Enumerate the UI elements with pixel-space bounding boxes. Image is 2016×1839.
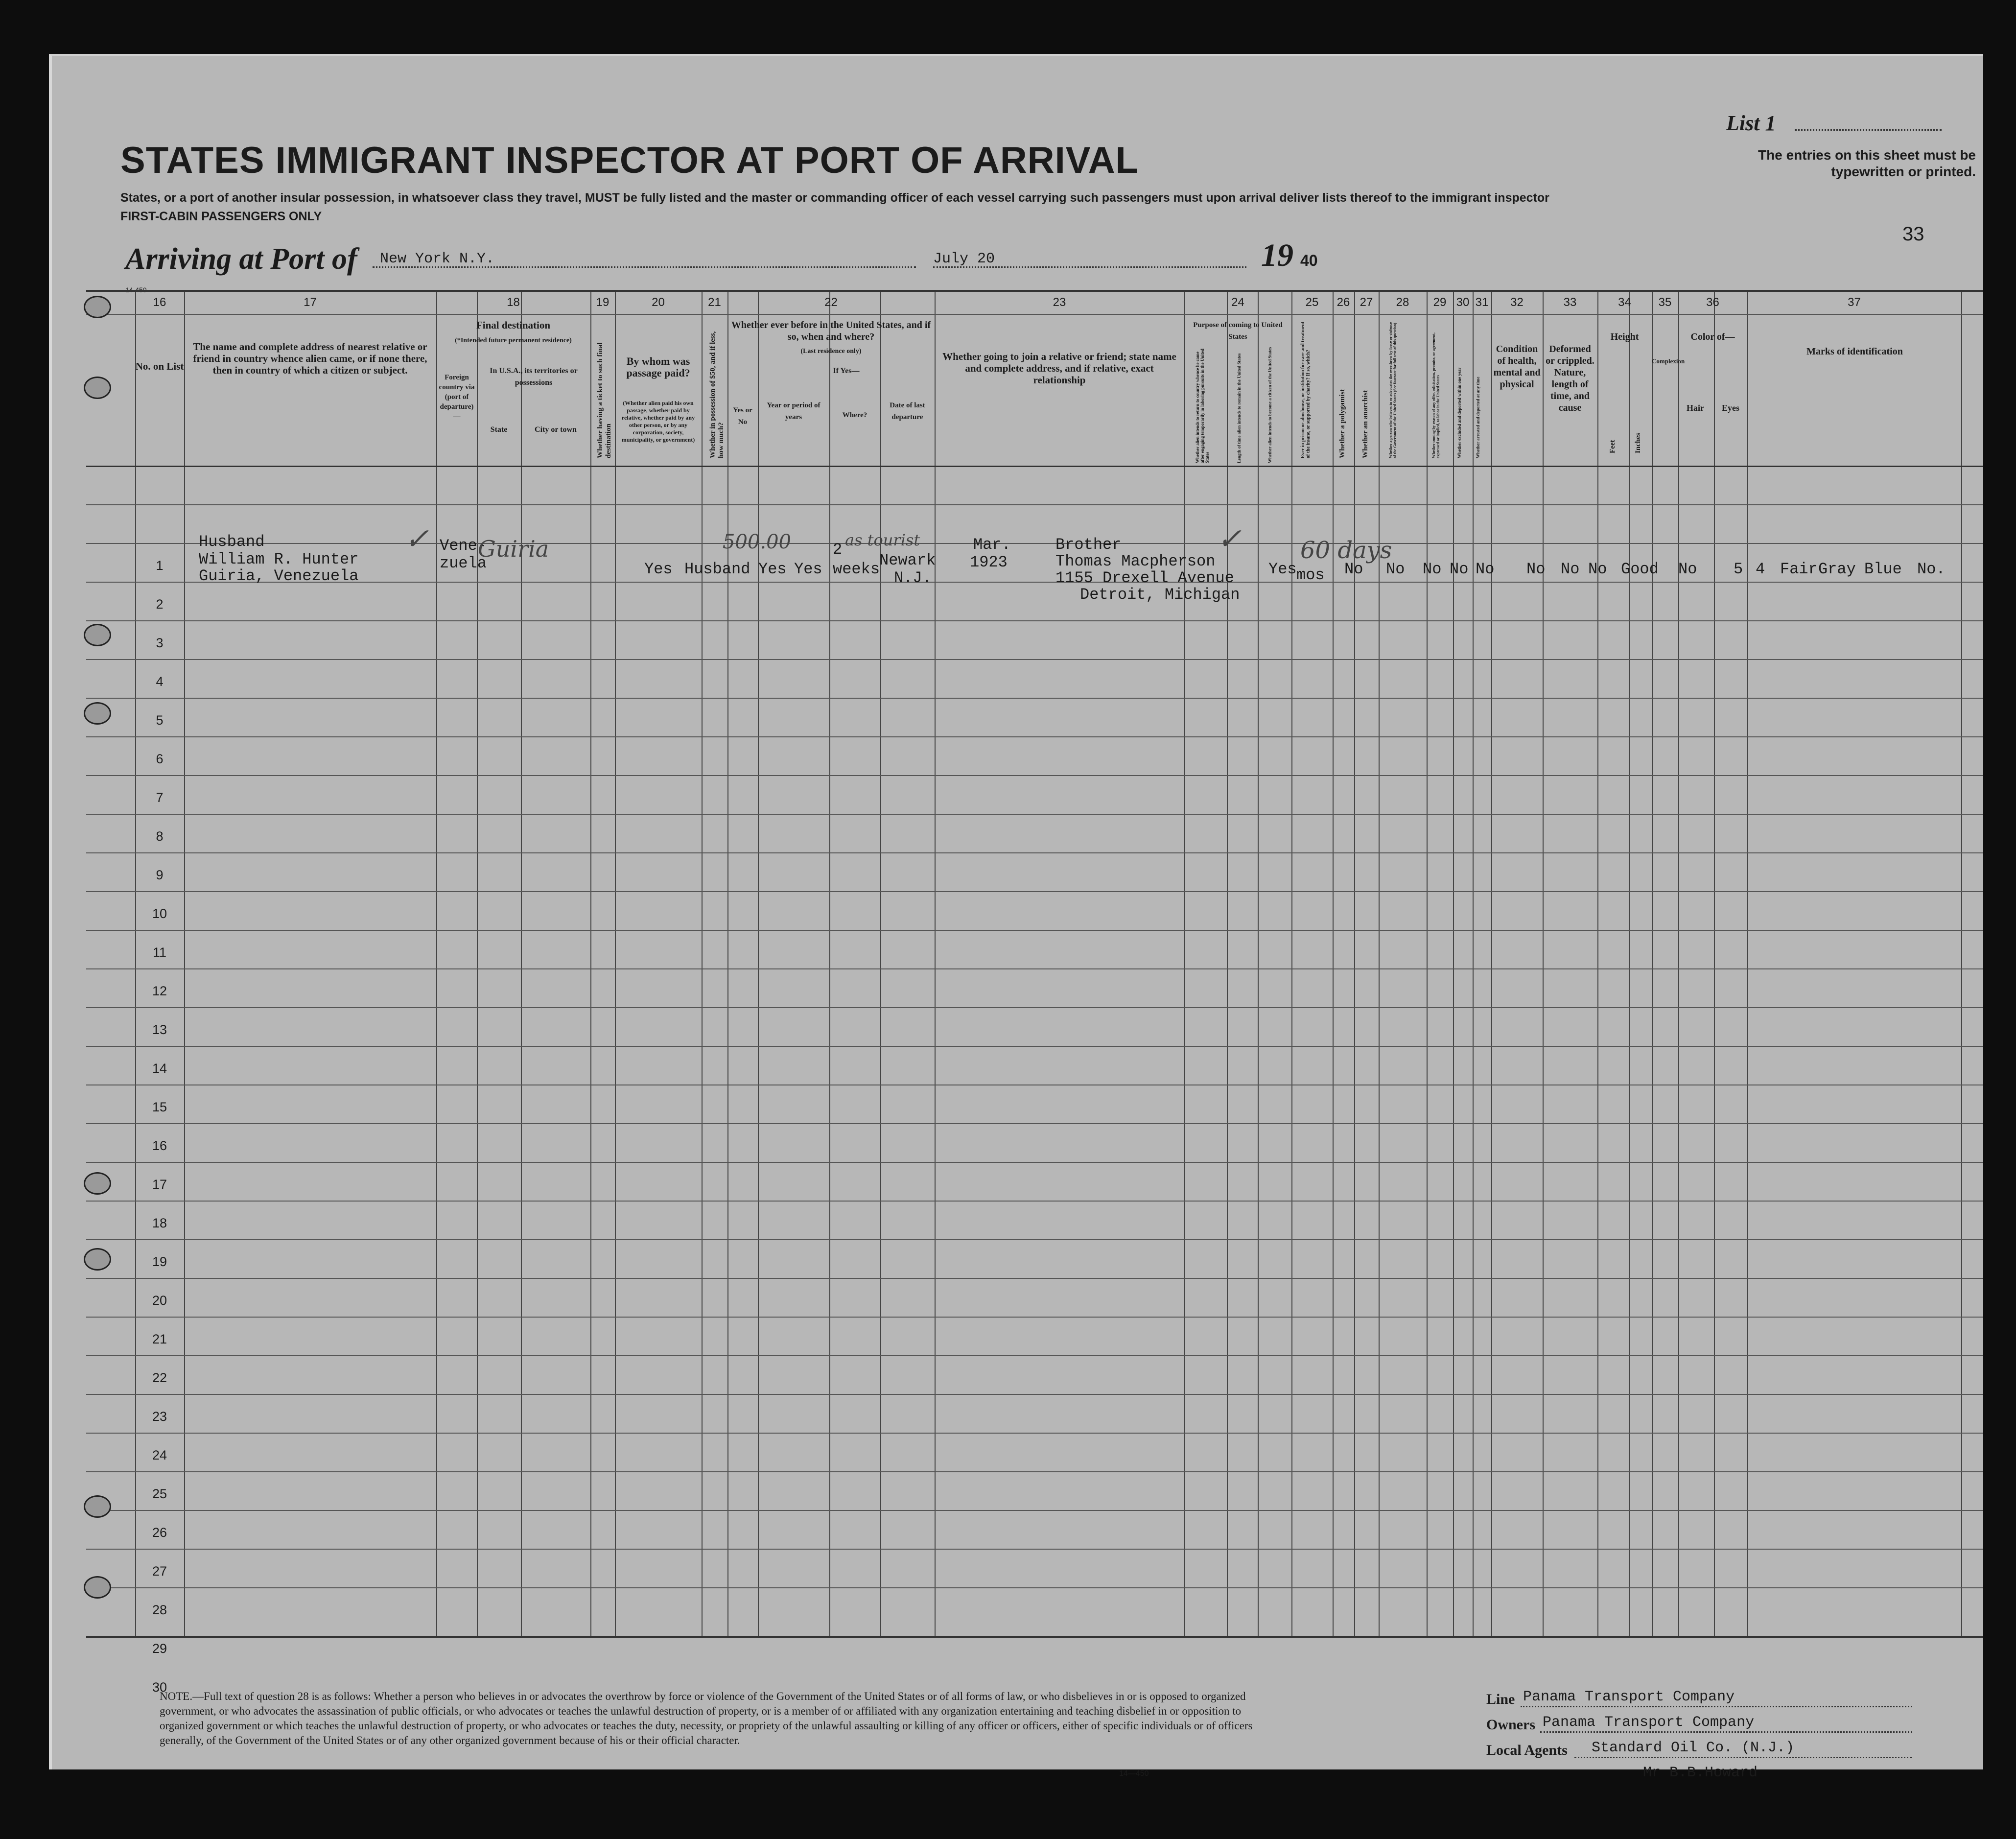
- col-number: 31: [1475, 296, 1489, 309]
- row-number: 2: [156, 597, 164, 612]
- col-number: 25: [1305, 296, 1319, 309]
- before-us-value: Yes: [794, 560, 822, 578]
- join-line-3: 1155 Drexell Avenue: [1055, 569, 1234, 587]
- line-underline: [1521, 1706, 1912, 1707]
- row-number: 5: [156, 713, 164, 728]
- binder-hole: [84, 377, 111, 399]
- header-excluded: Whether excluded and deported within one year: [1457, 367, 1462, 458]
- row-number: 7: [156, 790, 164, 805]
- header-length-stay: Length of time alien intends to remain in the United States: [1237, 353, 1242, 463]
- length-handwritten: 60 days: [1300, 537, 1392, 564]
- col-number: 34: [1618, 296, 1631, 309]
- agents-value: Standard Oil Co. (N.J.): [1592, 1740, 1795, 1756]
- arrested-value: No: [1588, 560, 1607, 578]
- row-number: 20: [152, 1293, 167, 1308]
- where-line-1: Newark: [879, 551, 936, 569]
- eyes-value: Blue: [1864, 560, 1902, 578]
- col-number: 29: [1433, 296, 1447, 309]
- binder-hole: [84, 296, 111, 318]
- complexion-value: Fair: [1780, 560, 1818, 578]
- col-number: 21: [708, 296, 721, 309]
- row-number: 1: [156, 558, 164, 573]
- col-number: 32: [1510, 296, 1524, 309]
- excluded-value: No: [1561, 560, 1580, 578]
- header-last-residence: (Last residence only): [800, 348, 862, 355]
- header-purpose: Purpose of coming to United States: [1193, 321, 1283, 341]
- offer-value: No: [1526, 560, 1546, 578]
- checkmark-icon: ✓: [404, 522, 429, 556]
- col-number: 16: [153, 296, 166, 309]
- header-passage-paid: By whom was passage paid?: [626, 355, 690, 379]
- marks-value: No.: [1917, 560, 1946, 578]
- manifest-sheet: [49, 54, 1983, 1781]
- owners-value: Panama Transport Company: [1543, 1714, 1755, 1731]
- relative-line-2: William R. Hunter: [199, 550, 359, 568]
- year-prefix: 19: [1261, 237, 1293, 273]
- header-in-usa: In U.S.A., its territories or possessions: [490, 367, 578, 387]
- col-number: 23: [1053, 296, 1066, 309]
- departure-line-1: Mar.: [973, 536, 1011, 554]
- agents-label: Local Agents: [1486, 1742, 1568, 1758]
- row-number: 17: [152, 1177, 167, 1192]
- header-feet: Feet: [1609, 440, 1617, 453]
- header-no-on-list: No. on List: [135, 360, 184, 372]
- year-suffix: 40: [1300, 252, 1318, 269]
- row-number: 11: [152, 945, 167, 960]
- join-line-4: Detroit, Michigan: [1080, 586, 1240, 604]
- departure-line-2: 1923: [970, 553, 1008, 571]
- prison-value: No: [1386, 560, 1405, 578]
- overthrow-value: No: [1476, 560, 1495, 578]
- col-number: 27: [1360, 296, 1373, 309]
- manifest-table: [86, 290, 1983, 1695]
- header-final-destination: Final destination: [476, 319, 551, 331]
- return-value: Yes: [1268, 560, 1297, 578]
- row-number: 9: [156, 868, 164, 882]
- health-value: Good: [1621, 560, 1659, 578]
- header-fifty-dollars: Whether in possession of $50, and if less, how much?: [709, 331, 725, 458]
- inches-value: 4: [1756, 560, 1765, 578]
- row-number: 21: [152, 1332, 167, 1346]
- hair-value: Gray: [1818, 560, 1856, 578]
- agent-person: Mr B.B.Howard: [1643, 1765, 1758, 1781]
- form-code-top: 14-450: [125, 286, 147, 294]
- agents-underline: [1574, 1757, 1912, 1758]
- row-number: 25: [152, 1486, 167, 1501]
- subtitle-text: States, or a port of another insular possession, in whatsoever class they travel, MUST be fully listed and the master or commanding officer of each vessel carrying such passengers must upon arrival deliver lists thereof to the immigrant inspector: [120, 191, 1549, 205]
- arrival-port: New York N.Y.: [380, 251, 495, 267]
- footnote-question-28: NOTE.—Full text of question 28 is as follows: Whether a person who believes in or advocates the overthrow by force or violence of the Government of the United States or of all forms of law, or who disbelieves in or is opposed to organized government, or who advocates the assassination of public officials, or who advocates or teaches the unlawful destruction of property, or is a member of or affiliated with any organization entertaining and teaching disbelief in or opposition to organized government or which teaches the unlawful destruction of property, or who advocates or teaches the duty, necessity, or propriety of the unlawful assaulting or killing of any officer or officers, either of specific individuals or of officers generally, of the Government of the United States or of any other organized government because of his or their official character.: [160, 1690, 1253, 1746]
- arriving-label: Arriving at Port of: [125, 242, 357, 276]
- row-number: 19: [152, 1254, 167, 1269]
- line-value: Panama Transport Company: [1523, 1689, 1735, 1705]
- binder-hole: [84, 1495, 111, 1518]
- header-if-yes: If Yes—: [833, 367, 860, 375]
- row-number: 16: [152, 1138, 167, 1153]
- checkmark-icon: ✓: [1217, 522, 1242, 556]
- length-typed: mos: [1296, 566, 1325, 584]
- header-city: City or town: [535, 425, 577, 434]
- header-last-departure: Date of last departure: [890, 401, 925, 421]
- header-return-intent: Whether alien intends to return to country whence he came after engaging temporarily in laboring pursuits in the United States: [1195, 349, 1210, 463]
- line-label: Line: [1486, 1691, 1515, 1707]
- row-number: 23: [152, 1409, 167, 1424]
- row-number: 10: [152, 906, 167, 921]
- passenger-class: FIRST-CABIN PASSENGERS ONLY: [120, 210, 322, 223]
- ticket-value: Yes: [644, 560, 673, 578]
- binder-hole: [84, 624, 111, 646]
- header-marks: Marks of identification: [1806, 346, 1903, 357]
- header-anarchist: Whether an anarchist: [1361, 390, 1369, 458]
- header-labor-offer: Whether coming by reason of any offer, solicitation, promise, or agreement, expressed or implied, to labor in the United States: [1431, 332, 1440, 458]
- header-color-of: Color of—: [1690, 331, 1735, 342]
- header-health: Condition of health, mental and physical: [1493, 344, 1541, 390]
- period-line-2: weeks: [833, 560, 880, 578]
- header-prison: Ever in prison or almshouse, or institution for care and treatment of the insane, or supported by charity? If so, which?: [1300, 321, 1311, 458]
- row-number: 13: [152, 1022, 167, 1037]
- header-hair: Hair: [1687, 403, 1704, 413]
- anarchist-value: No: [1450, 560, 1469, 578]
- col-number: 17: [304, 296, 317, 309]
- polygamist-value: No: [1423, 560, 1442, 578]
- list-underline: [1795, 129, 1942, 131]
- deformed-value: No: [1678, 560, 1697, 578]
- foreign-country-2: zuela: [440, 554, 487, 572]
- where-line-2: N.J.: [894, 569, 932, 587]
- header-overthrow: Whether a person who believes in or advocates the overthrow by force or violence of the Government of the United States (See footnote for full text of this question): [1388, 322, 1397, 458]
- join-line-2: Thomas Macpherson: [1055, 552, 1216, 570]
- relative-line-1: Husband: [199, 533, 265, 551]
- arrival-date: July 20: [933, 251, 995, 267]
- header-passage-note: (Whether alien paid his own passage, whether paid by relative, whether paid by any other person, or by any corporation, society, municipality, or government): [621, 400, 695, 443]
- row-number: 26: [152, 1525, 167, 1540]
- row-number: 27: [152, 1564, 167, 1579]
- col-number: 37: [1848, 296, 1861, 309]
- row-number: 22: [152, 1370, 167, 1385]
- row-number: 14: [152, 1061, 167, 1076]
- binder-hole: [84, 1576, 111, 1599]
- page-number: 33: [1902, 223, 1924, 245]
- row-number: 6: [156, 752, 164, 766]
- period-line-1: 2: [833, 541, 843, 559]
- header-inches: Inches: [1634, 433, 1642, 453]
- row-number: 18: [152, 1216, 167, 1230]
- header-ticket: Whether having a ticket to such final destination: [596, 342, 612, 458]
- entries-note: The entries on this sheet must be typewritten or printed.: [1758, 147, 1976, 179]
- col-number: 26: [1336, 296, 1350, 309]
- form-title: STATES IMMIGRANT INSPECTOR AT PORT OF ARRIVAL: [120, 140, 1139, 181]
- row-number: 29: [152, 1641, 167, 1656]
- binder-hole: [84, 702, 111, 725]
- form-code-bottom: 14—450: [1119, 1769, 1149, 1778]
- header-eyes: Eyes: [1722, 403, 1739, 413]
- row-number: 8: [156, 829, 164, 844]
- header-citizen-intent: Whether alien intends to become a citizen of the United States: [1267, 347, 1272, 463]
- period-handwritten: as tourist: [845, 531, 920, 549]
- header-arrested: Whether arrested and deported at any time: [1476, 377, 1480, 458]
- foreign-country-1: Vene-: [440, 537, 487, 555]
- header-height: Height: [1610, 331, 1639, 342]
- binder-hole: [84, 1172, 111, 1195]
- row-number: 28: [152, 1603, 167, 1617]
- paid-by-value: Husband: [684, 560, 750, 578]
- col-number: 19: [596, 296, 609, 309]
- header-yes-or-no: Yes or No: [733, 406, 752, 426]
- header-complexion: Complexion: [1652, 357, 1685, 365]
- col-number: 20: [652, 296, 665, 309]
- col-number: 24: [1231, 296, 1244, 309]
- row-number: 12: [152, 984, 167, 998]
- list-number: List 1: [1726, 111, 1776, 135]
- header-where: Where?: [842, 411, 867, 419]
- header-final-destination-note: (*Intended future permanent residence): [455, 337, 572, 344]
- row-number: 4: [156, 674, 164, 689]
- owners-label: Owners: [1486, 1717, 1535, 1733]
- row-number: 30: [152, 1680, 167, 1695]
- relative-line-3: Guiria, Venezuela: [199, 567, 359, 585]
- header-period: Year or period of years: [767, 401, 820, 421]
- feet-value: 5: [1734, 560, 1743, 578]
- header-ever-before: Whether ever before in the United States, and if so, when and where?: [731, 320, 931, 342]
- header-deformed: Deformed or crippled. Nature, length of time, and cause: [1546, 344, 1594, 413]
- col-number: 22: [824, 296, 838, 309]
- city-handwritten: Guiria: [478, 536, 549, 562]
- join-line-1: Brother: [1055, 536, 1122, 554]
- binder-hole: [84, 1248, 111, 1271]
- owners-underline: [1540, 1731, 1912, 1733]
- col-number: 18: [507, 296, 520, 309]
- header-nearest-relative: The name and complete address of nearest relative or friend in country whence alien came, or if none there, then in country of which a citizen or subject.: [193, 341, 427, 376]
- row-number: 24: [152, 1448, 167, 1462]
- header-join-relative: Whether going to join a relative or friend; state name and complete address, and if relative, exact relationship: [942, 351, 1176, 386]
- header-state: State: [490, 425, 508, 434]
- col-number: 33: [1563, 296, 1577, 309]
- col-number: 36: [1706, 296, 1719, 309]
- money-handwritten: 500.00: [723, 531, 791, 553]
- header-foreign-country: Foreign country via (port of departure)—: [439, 374, 475, 421]
- col-number: 35: [1658, 296, 1672, 309]
- citizen-value: No: [1344, 560, 1363, 578]
- col-number: 28: [1396, 296, 1409, 309]
- row-number: 15: [152, 1100, 167, 1114]
- row-number: 3: [156, 636, 164, 650]
- header-polygamist: Whether a polygamist: [1338, 389, 1346, 458]
- col-number: 30: [1456, 296, 1470, 309]
- money-value: Yes: [758, 560, 787, 578]
